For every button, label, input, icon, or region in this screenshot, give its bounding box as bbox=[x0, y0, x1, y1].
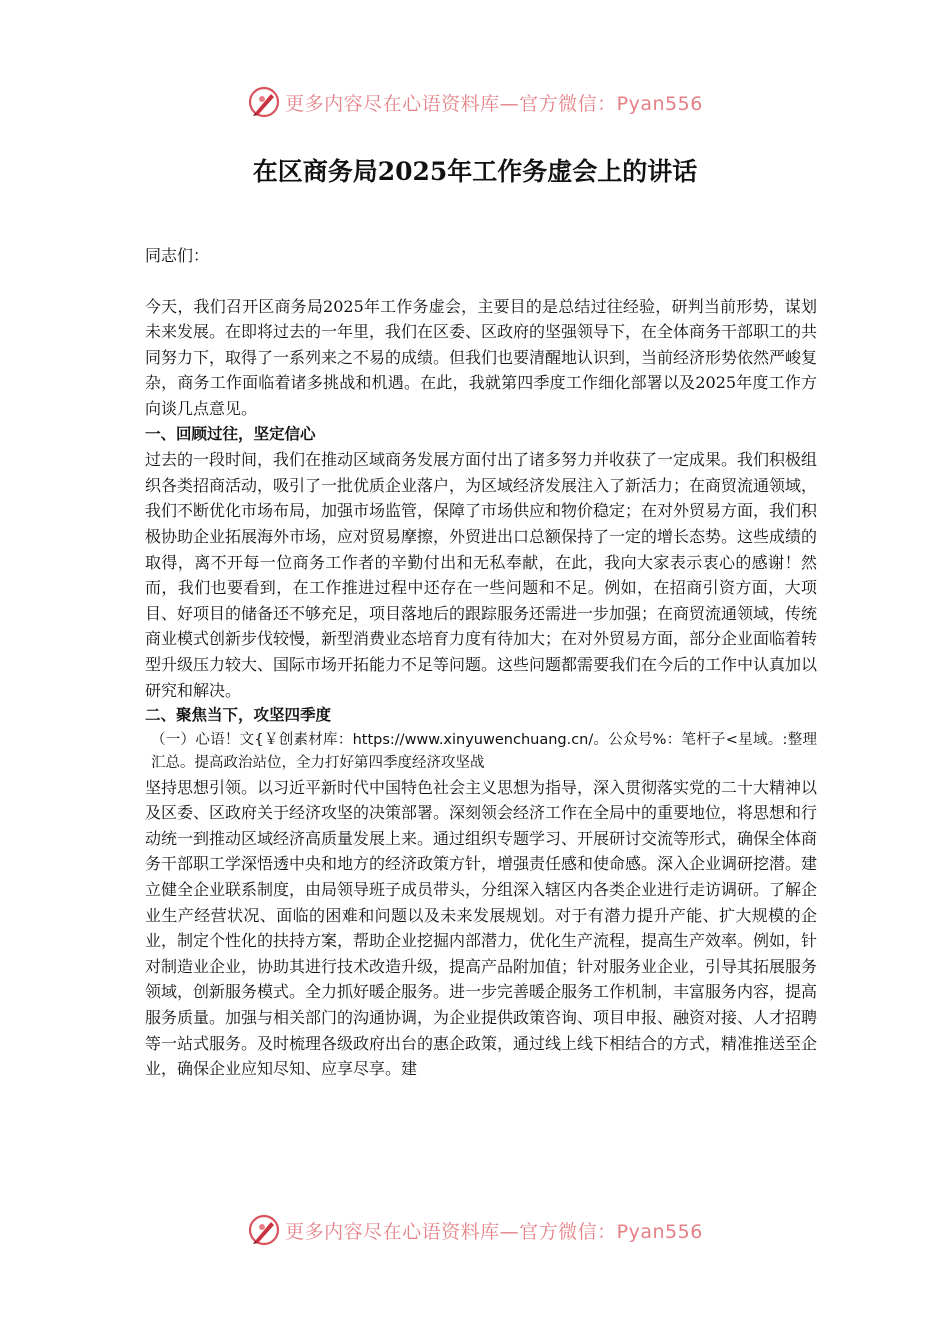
pen-logo-icon bbox=[247, 1213, 281, 1247]
page-title: 在区商务局2025年工作务虚会上的讲话 bbox=[252, 157, 698, 186]
text-flow bbox=[145, 294, 817, 1232]
section-paragraph: 坚持思想引领。以习近平新时代中国特色社会主义思想为指导，深入贯彻落实党的二十大精神以及区委、区政府关于经济攻坚的决策部署。深刻领会经济工作在全局中的重要地位，将思想和行动统一到推动区域经济高质量发展上来。通过组织专题学习、开展研讨交流等形式，确保全体商务干部职工学深悟透中央和地方的经济政策方针，增强责任感和使命感。深入企业调研挖潜。建立健全企业联系制度，由局领导班子成员带头，分组深入辖区内各类企业进行走访调研。了解企业生产经营状况、面临的困难和问题以及未来发展规划。对于有潜力提升产能、扩大规模的企业，制定个性化的扶持方案，帮助企业挖掘内部潜力，优化生产流程，提高生产效率。例如，针对制造业企业，协助其进行技术改造升级，提高产品附加值；针对服务业企业，引导其拓展服务领域，创新服务模式。全力抓好暖企服务。进一步完善暖企服务工作机制，丰富服务内容，提高服务质量。加强与相关部门的沟通协调，为企业提供政策咨询、项目申报、融资对接、人才招聘等一站式服务。及时梳理各级政府出台的惠企政策，通过线上线下相结合的方式，精准推送至企业，确保企业应知尽知、应享尽享。建 bbox=[145, 777, 817, 1079]
section-heading: 二、聚焦当下，攻坚四季度 bbox=[145, 706, 332, 725]
banner-text: 更多内容尽在心语资料库—官方微信：Pyan556 bbox=[285, 1220, 703, 1243]
intro-paragraph: 今天，我们召开区商务局2025年工作务虚会，主要目的是总结过往经验，研判当前形势，谋划未来发展。在即将过去的一年里，我们在区委、区政府的坚强领导下，在全体商务干部职工的共同努力下，取得了一系列来之不易的成绩。但我们也要清醒地认识到，当前经济形势依然严峻复杂，商务工作面临着诸多挑战和机遇。在此，我就第四季度工作细化部署以及2025年度工作方向谈几点意见。 bbox=[145, 296, 817, 418]
pen-logo-icon bbox=[247, 85, 281, 119]
section-heading: 一、回顾过往，坚定信心 bbox=[145, 424, 316, 443]
subsection-heading: （一）心语！文{￥创素材库：https://www.xinyuwenchuang.cn/。公众号%：笔杆子<星域。:整理汇总。提高政治站位，全力打好第四季度经济攻坚战 bbox=[151, 731, 817, 771]
section-paragraph: 过去的一段时间，我们在推动区域商务发展方面付出了诸多努力并收获了一定成果。我们积极组织各类招商活动，吸引了一批优质企业落户，为区域经济发展注入了新活力；在商贸流通领域，我们不断优化市场布局，加强市场监管，保障了市场供应和物价稳定；在对外贸易方面，我们积极协助企业拓展海外市场，应对贸易摩擦，外贸进出口总额保持了一定的增长态势。这些成绩的取得，离不开每一位商务工作者的辛勤付出和无私奉献，在此，我向大家表示衷心的感谢！然而，我们也要看到，在工作推进过程中还存在一些问题和不足。例如，在招商引资方面，大项目、好项目的储备还不够充足，项目落地后的跟踪服务还需进一步加强；在商贸流通领域，传统商业模式创新步伐较慢，新型消费业态培育力度有待加大；在对外贸易方面，部分企业面临着转型升级压力较大、国际市场开拓能力不足等问题。这些问题都需要我们在今后的工作中认真加以研究和解决。 bbox=[145, 450, 817, 700]
greeting: 同志们： bbox=[145, 246, 210, 265]
banner-text: 更多内容尽在心语资料库—官方微信：Pyan556 bbox=[285, 92, 703, 115]
document-body bbox=[145, 243, 817, 1232]
header-banner bbox=[0, 82, 950, 122]
footer-banner bbox=[0, 1210, 950, 1250]
